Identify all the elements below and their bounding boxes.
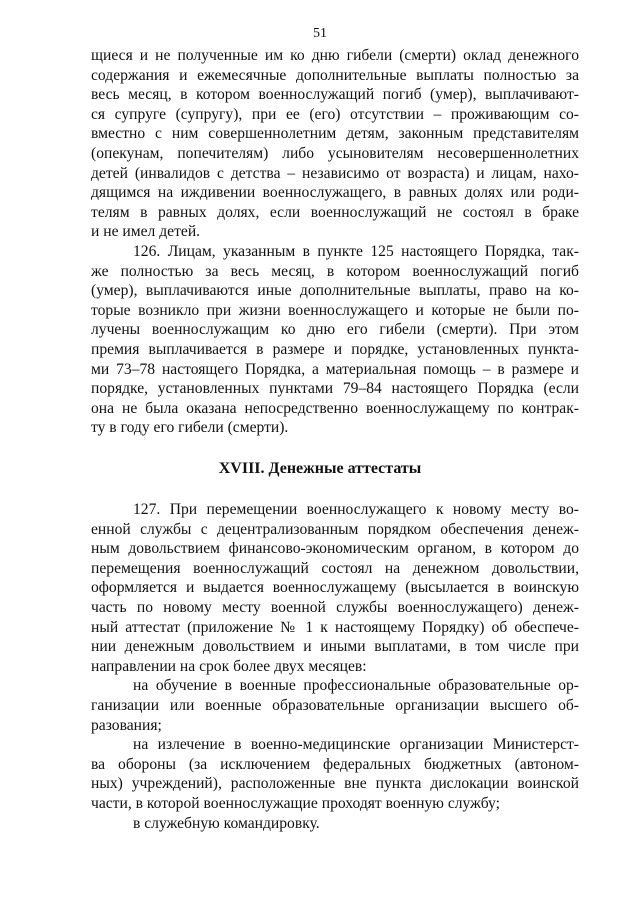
- text-line: на обучение в военные профессиональные образовательные ор-: [133, 677, 579, 695]
- text-line: весь месяц, в котором военнослужащий погиб (умер), выплачивают-: [91, 86, 579, 104]
- text-line: торые возникло при жизни военнослужащего и которые не были по-: [91, 301, 579, 319]
- text-line: ным довольствием финансово-экономическим органом, в котором до: [91, 540, 579, 558]
- text-line: разования;: [91, 716, 162, 734]
- text-line: ганизации или военные образовательные организации высшего об-: [91, 696, 579, 714]
- text-line: нии денежным довольствием и иными выплатами, в том числе при: [91, 638, 579, 656]
- text-line: премия выплачивается в размере и порядке, установленных пункта-: [91, 340, 579, 358]
- text-line: же полностью за весь месяц, в котором военнослужащий погиб: [91, 262, 579, 280]
- text-line: направлении на срок более двух месяцев:: [91, 657, 367, 675]
- text-line: порядке, установленных пунктами 79–84 настоящего Порядка (если: [91, 380, 579, 398]
- paragraph-block-pre-heading: [91, 46, 579, 438]
- text-line: ся супруге (супругу), при ее (его) отсутствии – проживающим со-: [91, 105, 579, 123]
- text-line: в служебную командировку.: [133, 814, 320, 832]
- text-line: щиеся и не полученные им ко дню гибели (смерти) оклад денежного: [91, 47, 579, 64]
- text-line: ту в году его гибели (смерти).: [91, 419, 289, 437]
- text-line: и не имел детей.: [91, 223, 201, 241]
- text-line: ва обороны (за исключением федеральных бюджетных (автоном-: [91, 755, 579, 773]
- text-line: вместно с ним совершеннолетним детям, законным представителям: [91, 125, 579, 143]
- page-number: 51: [313, 26, 327, 41]
- text-line: телям в равных долях, если военнослужащий не состоял в браке: [91, 203, 579, 221]
- text-line: части, в которой военнослужащие проходят военную службу;: [91, 794, 500, 812]
- text-line: ный аттестат (приложение № 1 к настоящему Порядку) об обеспече-: [91, 618, 579, 636]
- text-line: ных) учреждений), расположенные вне пункта дислокации воинской: [91, 775, 579, 793]
- text-line: перемещения военнослужащий состоял на денежном довольствии,: [91, 559, 579, 577]
- text-line: енной службы с децентрализованным порядком обеспечения денеж-: [91, 520, 579, 538]
- text-line: 126. Лицам, указанным в пункте 125 настоящего Порядка, так-: [133, 242, 579, 260]
- text-line: детей (инвалидов с детства – независимо от возраста) и лицам, нахо-: [91, 164, 579, 182]
- text-line: 127. При перемещении военнослужащего к новому месту во-: [133, 501, 579, 518]
- paragraph-block-post-heading: [91, 500, 579, 833]
- text-line: ми 73–78 настоящего Порядка, а материальная помощь – в размере и: [91, 360, 579, 378]
- section-heading: XVIII. Денежные аттестаты: [218, 460, 422, 477]
- text-line: на излечение в военно-медицинские организации Министерст-: [133, 736, 579, 754]
- text-line: (опекунам, попечителям) либо усыновителям несовершеннолетних: [91, 144, 579, 162]
- text-line: дящимся на иждивении военнослужащего, в равных долях или роди-: [91, 184, 579, 202]
- text-line: (умер), выплачиваются иные дополнительные выплаты, право на ко-: [91, 282, 579, 300]
- text-line: лучены военнослужащим ко дню его гибели (смерти). При этом: [91, 321, 579, 339]
- text-line: оформляется и выдается военнослужащему (высылается в воинскую: [91, 579, 579, 597]
- text-line: часть по новому месту военной службы военнослужащего) денеж-: [91, 598, 579, 616]
- text-line: содержания и ежемесячные дополнительные выплаты полностью за: [91, 66, 579, 84]
- text-line: она не была оказана непосредственно военнослужащему по контрак-: [91, 399, 579, 417]
